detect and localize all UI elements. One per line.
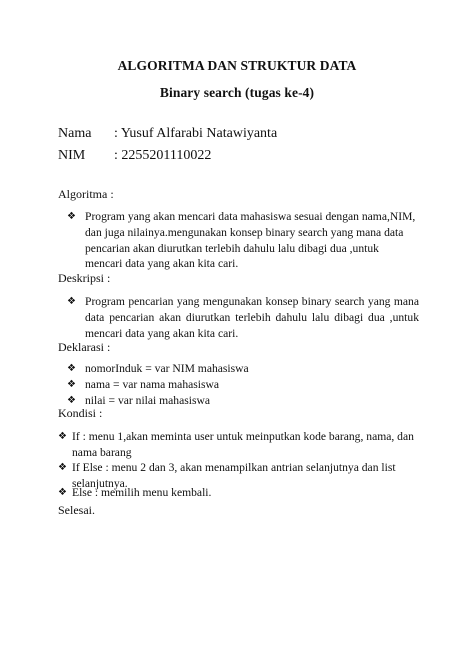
deskripsi-item [67,294,419,341]
deskripsi-item-text: Program pencarian yang mengunakan konsep binary search yang mana data pencarian akan diurutkan terlebih dahulu lalu dibagi dua ,untuk mencari data yang akan kita cari. [85,295,419,340]
deklarasi-item-text: nama = var nama mahasiswa [85,378,220,391]
diamond-bullet-icon: ❖ [58,431,67,442]
closing-text: Selesai. [58,503,95,517]
diamond-bullet-icon: ❖ [67,296,76,307]
diamond-bullet-icon: ❖ [67,395,76,406]
nim-label: NIM [58,148,86,163]
deklarasi-item [67,361,367,377]
kondisi-item-text: Else : memilih menu kembali. [72,486,212,499]
diamond-bullet-icon: ❖ [58,462,67,473]
deklarasi-item [67,377,367,393]
document-title: ALGORITMA DAN STRUKTUR DATA [117,58,357,73]
diamond-bullet-icon: ❖ [67,363,76,374]
kondisi-item [58,429,418,461]
diamond-bullet-icon: ❖ [67,379,76,390]
document-subtitle: Binary search (tugas ke-4) [159,85,315,100]
nama-row [58,126,277,142]
nama-label: Nama [58,126,92,141]
nim-row [58,148,211,164]
kondisi-item-text: If : menu 1,akan meminta user untuk meinputkan kode barang, nama, dan nama barang [72,430,414,459]
deklarasi-item-text: nomorInduk = var NIM mahasiswa [85,362,249,375]
nim-value: : 2255201110022 [114,148,212,163]
deskripsi-heading: Deskripsi : [58,271,111,285]
algoritma-item-text: Program yang akan mencari data mahasiswa sesuai dengan nama,NIM, dan juga nilainya.mengunakan konsep binary search yang mana data pencarian akan diurutkan terlebih dahulu lalu dibagi dua ,untuk mencari data yang akan kita cari. [85,210,416,271]
algoritma-heading: Algoritma : [58,187,114,201]
kondisi-heading: Kondisi : [58,406,103,420]
algoritma-item [67,209,419,272]
diamond-bullet-icon: ❖ [67,211,76,222]
nama-value: : Yusuf Alfarabi Natawiyanta [114,126,278,141]
kondisi-item-text: If Else : menu 2 dan 3, akan menampilkan antrian selanjutnya dan list selanjutnya. [72,461,396,490]
diamond-bullet-icon: ❖ [58,487,67,498]
kondisi-item [58,485,418,501]
deklarasi-item-text: nilai = var nilai mahasiswa [85,394,211,407]
deklarasi-heading: Deklarasi : [58,340,111,354]
deklarasi-item [67,393,367,409]
